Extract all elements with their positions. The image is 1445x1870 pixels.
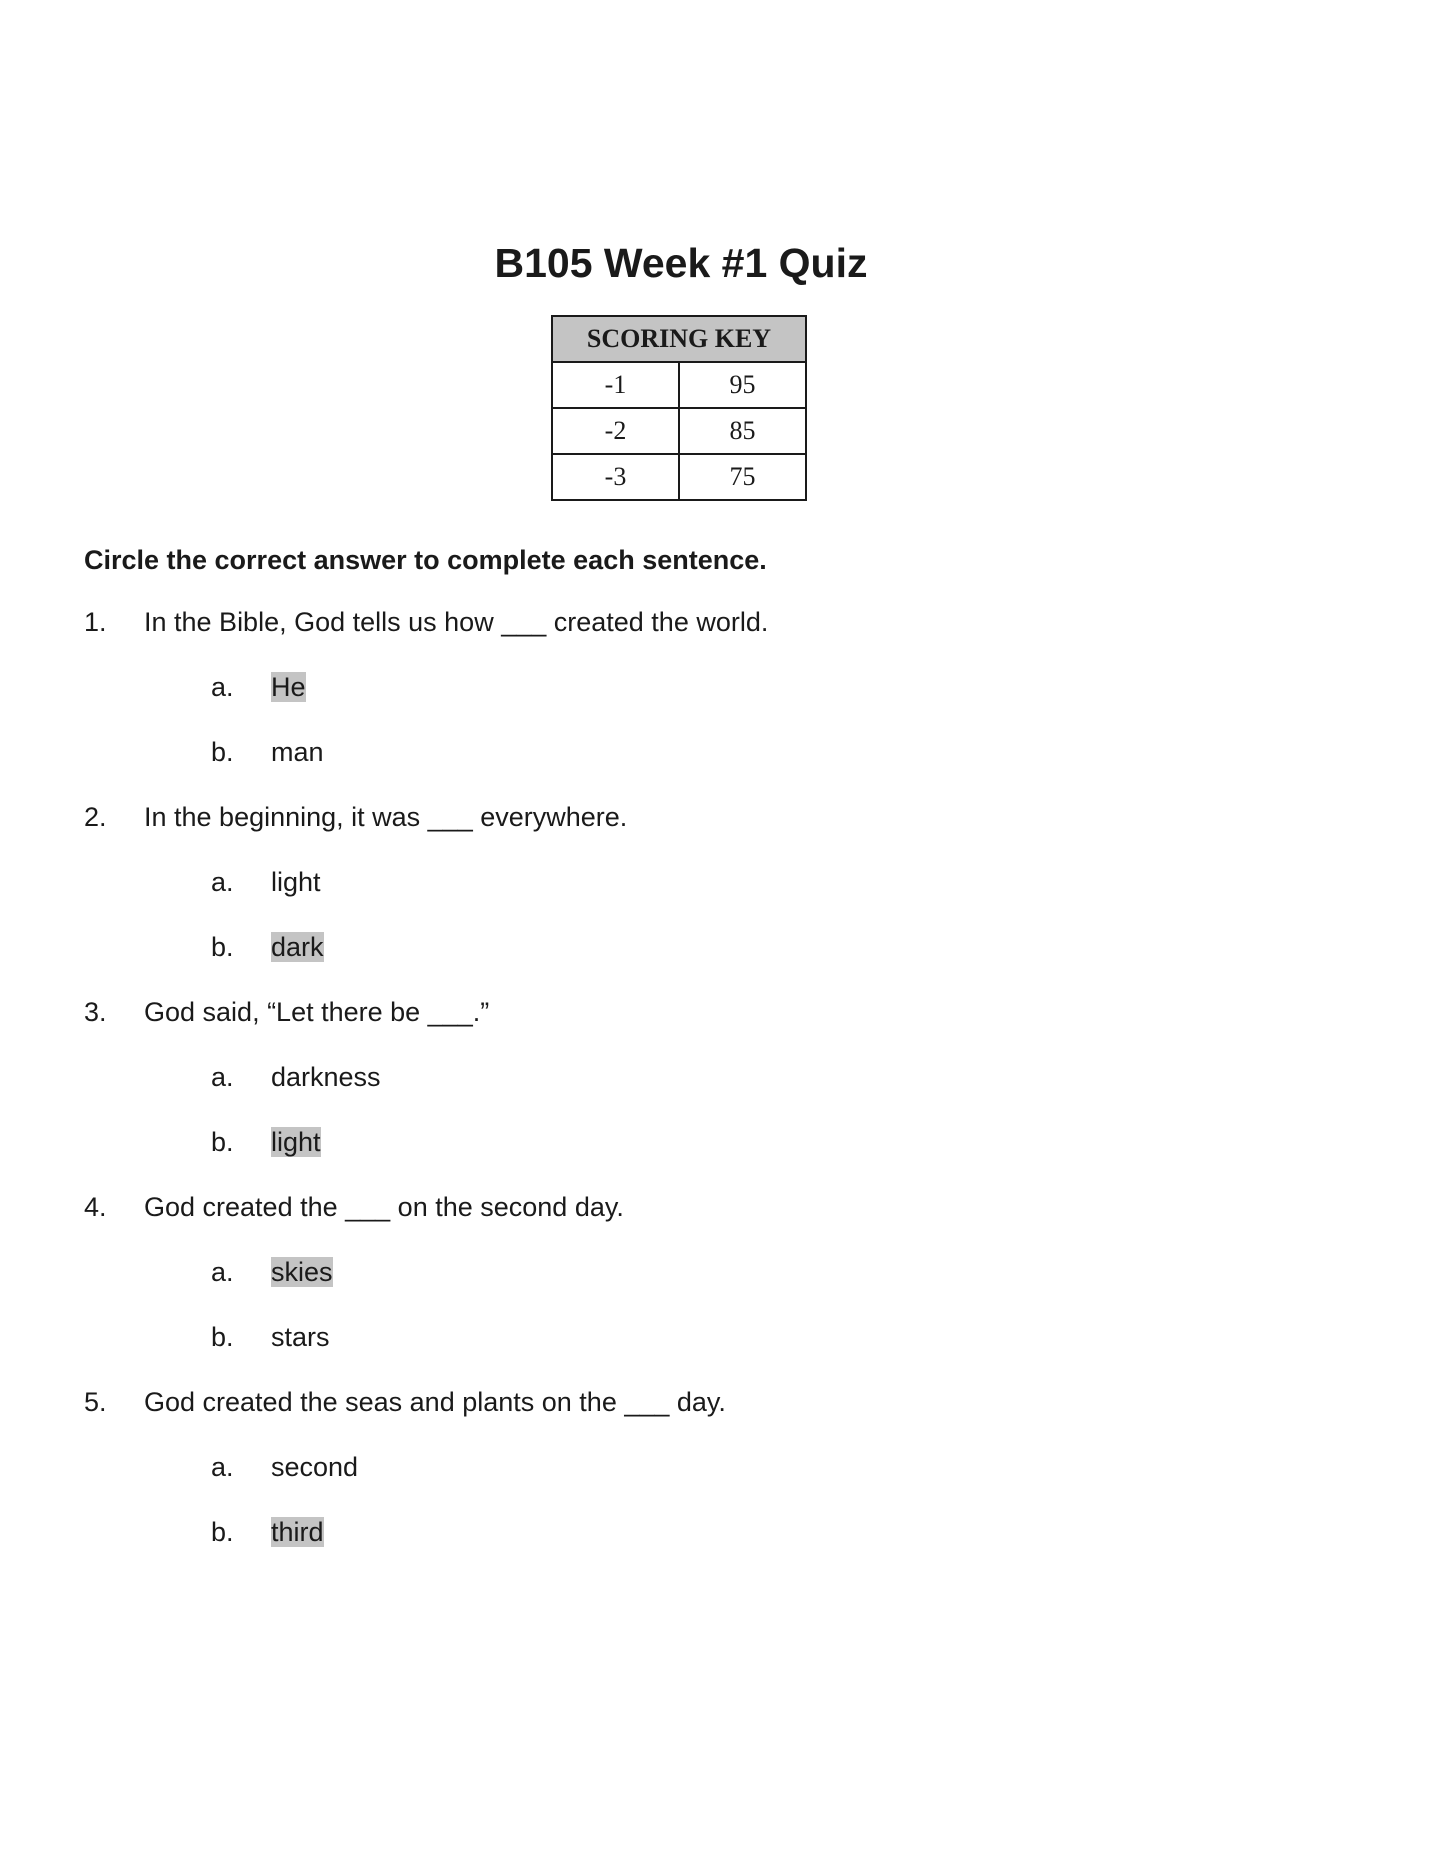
question-5-option-a[interactable]: [211, 1450, 358, 1484]
option-letter: b.: [211, 932, 234, 962]
option-text: stars: [271, 1322, 330, 1352]
option-text: dark: [271, 932, 324, 962]
option-letter: a.: [211, 672, 234, 702]
question-4: [84, 1190, 624, 1224]
scoring-key-table: [551, 315, 807, 501]
option-letter: b.: [211, 1322, 234, 1352]
question-1-option-a[interactable]: [211, 670, 306, 704]
option-letter: a.: [211, 867, 234, 897]
question-text: In the beginning, it was ___ everywhere.: [144, 802, 628, 832]
scoring-key-score: 85: [679, 408, 806, 454]
scoring-key-row: [552, 408, 806, 454]
scoring-key-score: 95: [679, 362, 806, 408]
question-3-option-a[interactable]: [211, 1060, 381, 1094]
option-text: light: [271, 1127, 321, 1157]
option-text: third: [271, 1517, 324, 1547]
option-text: man: [271, 737, 324, 767]
scoring-key-header: SCORING KEY: [552, 316, 806, 362]
question-text: God said, “Let there be ___.”: [144, 997, 490, 1027]
scoring-key-missed: -3: [552, 454, 679, 500]
question-4-option-b[interactable]: [211, 1320, 330, 1354]
question-1-option-b[interactable]: [211, 735, 324, 769]
question-5-option-b[interactable]: [211, 1515, 324, 1549]
option-text: second: [271, 1452, 359, 1482]
option-text: light: [271, 867, 321, 897]
question-5: [84, 1385, 726, 1419]
scoring-key-missed: -2: [552, 408, 679, 454]
question-number: 4.: [84, 1192, 107, 1222]
question-1: [84, 605, 768, 639]
scoring-key-header-row: [552, 316, 806, 362]
scoring-key-row: [552, 454, 806, 500]
option-letter: a.: [211, 1062, 234, 1092]
option-letter: b.: [211, 1517, 234, 1547]
scoring-key-row: [552, 362, 806, 408]
question-2: [84, 800, 627, 834]
question-number: 5.: [84, 1387, 107, 1417]
question-2-option-b[interactable]: [211, 930, 324, 964]
question-2-option-a[interactable]: [211, 865, 321, 899]
option-text: He: [271, 672, 306, 702]
question-number: 1.: [84, 607, 107, 637]
question-text: God created the seas and plants on the ___ day.: [144, 1387, 726, 1417]
question-text: God created the ___ on the second day.: [144, 1192, 624, 1222]
question-number: 3.: [84, 997, 107, 1027]
question-text: In the Bible, God tells us how ___ created the world.: [144, 607, 769, 637]
option-text: darkness: [271, 1062, 381, 1092]
option-letter: a.: [211, 1257, 234, 1287]
question-3: [84, 995, 489, 1029]
option-letter: b.: [211, 737, 234, 767]
question-number: 2.: [84, 802, 107, 832]
scoring-key-score: 75: [679, 454, 806, 500]
question-4-option-a[interactable]: [211, 1255, 333, 1289]
option-text: skies: [271, 1257, 333, 1287]
scoring-key-missed: -1: [552, 362, 679, 408]
instructions: Circle the correct answer to complete each sentence.: [84, 545, 767, 575]
page-title: B105 Week #1 Quiz: [494, 240, 868, 286]
question-3-option-b[interactable]: [211, 1125, 321, 1159]
option-letter: b.: [211, 1127, 234, 1157]
option-letter: a.: [211, 1452, 234, 1482]
